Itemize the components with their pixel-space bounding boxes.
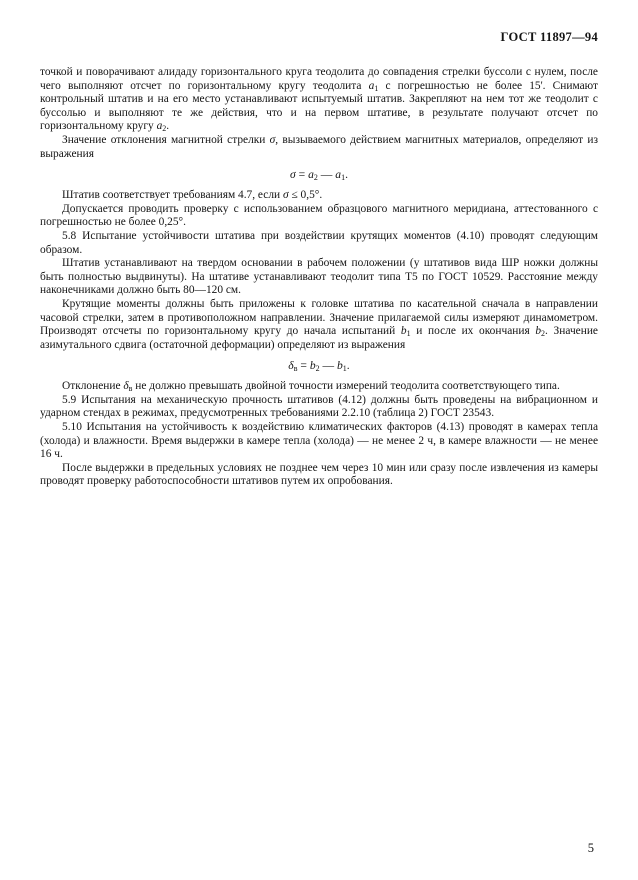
paragraph: Значение отклонения магнитной стрелки σ, вызываемого действием магнитных материалов, определяют из выражения xyxy=(40,133,598,160)
paragraph: точкой и поворачивают алидаду горизонтального круга теодолита до совпадения стрелки буссоли с нулем, после чего выполняют отсчет по горизонтальному кругу теодолита $a_1$ с погрешностью не более 15'. Снимают контрольный штатив и на его место устанавливают испытуемый штатив. Закрепляют на нем тот же теодолит с буссолью и выполняют те же действия, что и на первом штативе, в результате получают отсчет по горизонтальному кругу $a_2$. xyxy=(40,66,598,134)
paragraph: После выдержки в предельных условиях не позднее чем через 10 мин или сразу после извлечения из камеры проводят проверку работоспособности штативов путем их опробования. xyxy=(40,461,598,488)
page-number: 5 xyxy=(587,841,594,855)
paragraph: Отклонение $\delta_в$ не должно превышать двойной точности измерений теодолита соответствующего типа. xyxy=(62,380,560,394)
document-body xyxy=(40,66,598,489)
formula: $\delta_в = b_2$ — $b_1$. xyxy=(288,359,350,374)
paragraph: Допускается проводить проверку с использованием образцового магнитного меридиана, аттестованного с погрешностью не более 0,25°. xyxy=(40,202,598,229)
paragraph: Штатив устанавливают на твердом основании в рабочем положении (у штативов вида ШР ножки должны быть полностью выдвинуты). На штативе устанавливают теодолит типа Т5 по ГОСТ 10529. Расстояние между наконечниками должно быть 80—120 см. xyxy=(40,257,598,297)
paragraph: Штатив соответствует требованиям 4.7, если σ ≤ 0,5°. xyxy=(62,189,323,202)
paragraph: Крутящие моменты должны быть приложены к головке штатива по касательной сначала в направлении часовой стрелки, затем в противоположном направлении. Значение прилагаемой силы измеряют динамометром. Производят отсчеты по горизонтальному кругу до начала испытаний $b_1$ и после их окончания $b_2$. Значение азимутального сдвига (остаточной деформации) определяют из выражения xyxy=(40,297,598,351)
paragraph: 5.8 Испытание устойчивости штатива при воздействии крутящих моментов (4.10) проводят следующим образом. xyxy=(40,229,598,256)
formula: $\sigma = a_2$ — $a_1$. xyxy=(290,168,348,183)
doc-number: ГОСТ 11897—94 xyxy=(500,30,598,44)
paragraph: 5.10 Испытания на устойчивость к воздействию климатических факторов (4.13) проводят в камерах тепла (холода) и влажности. Время выдержки в камере тепла (холода) — не менее 2 ч, в камере влажности — не менее 16 ч. xyxy=(40,421,598,461)
paragraph: 5.9 Испытания на механическую прочность штативов (4.12) должны быть проведены на вибрационном и ударном стендах в режимах, предусмотренных требованиями 2.2.10 (таблица 2) ГОСТ 23543. xyxy=(40,393,598,420)
